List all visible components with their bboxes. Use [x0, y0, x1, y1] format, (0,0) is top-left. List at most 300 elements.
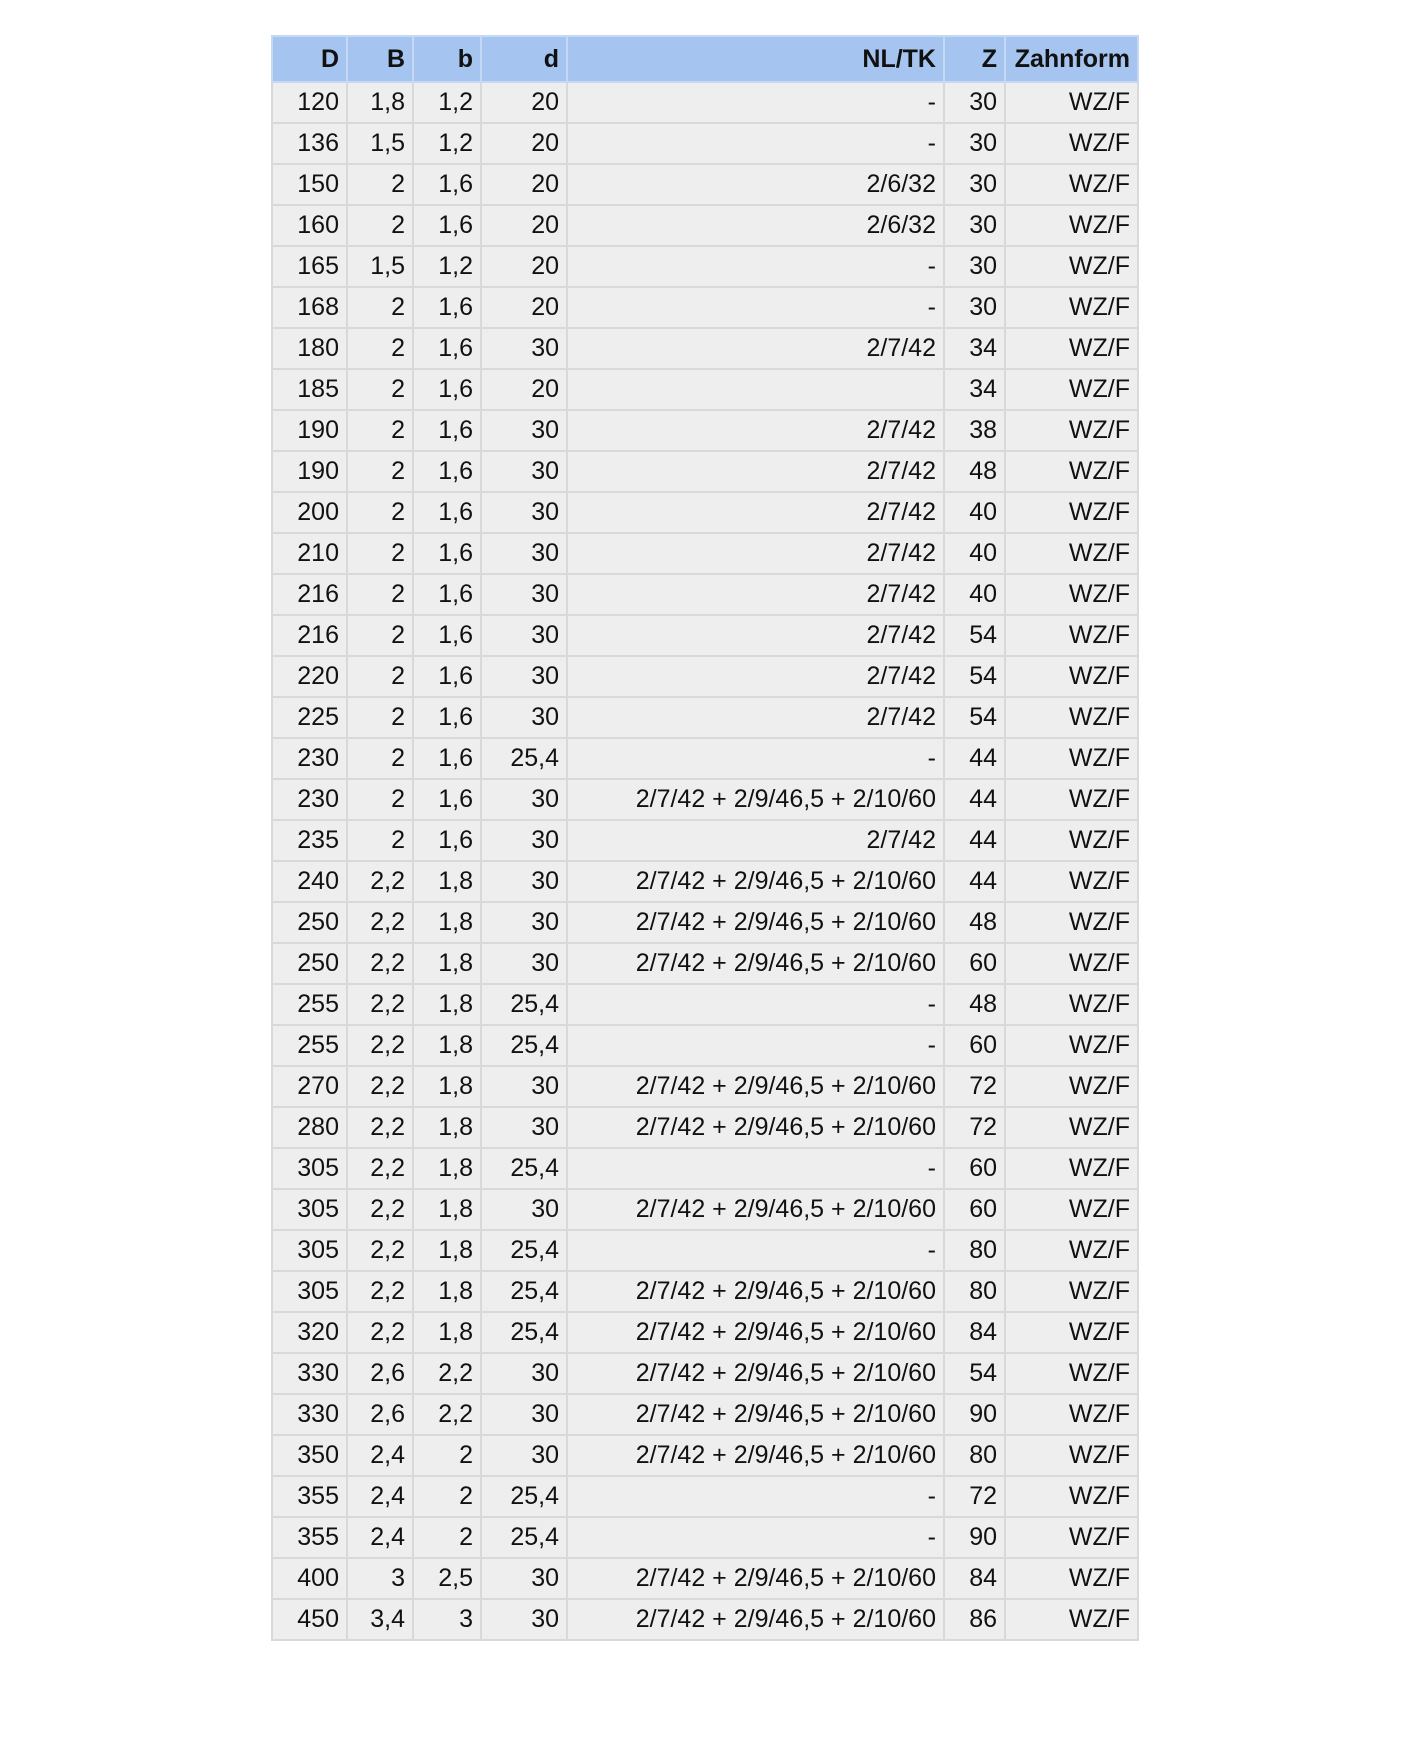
cell-blade-thickness: 2,2 — [413, 1394, 481, 1435]
cell-bore: 30 — [481, 1558, 567, 1599]
cell-tooth-form: WZ/F — [1005, 1394, 1138, 1435]
cell-bore: 25,4 — [481, 1476, 567, 1517]
cell-tooth-form: WZ/F — [1005, 738, 1138, 779]
cell-tooth-form: WZ/F — [1005, 615, 1138, 656]
cell-tooth-form: WZ/F — [1005, 1107, 1138, 1148]
cell-tooth-count: 60 — [944, 1148, 1005, 1189]
cell-tooth-form: WZ/F — [1005, 369, 1138, 410]
cell-cut-width: 2,2 — [347, 902, 413, 943]
cell-pin-holes: 2/7/42 — [567, 451, 944, 492]
cell-tooth-form: WZ/F — [1005, 82, 1138, 123]
cell-tooth-form: WZ/F — [1005, 451, 1138, 492]
table-row — [272, 287, 1138, 328]
cell-cut-width: 2 — [347, 287, 413, 328]
table-row — [272, 1558, 1138, 1599]
cell-tooth-count: 54 — [944, 697, 1005, 738]
cell-pin-holes: - — [567, 1230, 944, 1271]
cell-blade-thickness: 1,6 — [413, 738, 481, 779]
cell-cut-width: 2,2 — [347, 1148, 413, 1189]
table-row — [272, 738, 1138, 779]
cell-pin-holes: - — [567, 123, 944, 164]
cell-bore: 30 — [481, 779, 567, 820]
cell-tooth-form: WZ/F — [1005, 1312, 1138, 1353]
cell-pin-holes: 2/7/42 — [567, 328, 944, 369]
cell-diameter: 136 — [272, 123, 347, 164]
cell-pin-holes: 2/7/42 + 2/9/46,5 + 2/10/60 — [567, 1271, 944, 1312]
cell-tooth-form: WZ/F — [1005, 902, 1138, 943]
cell-bore: 30 — [481, 533, 567, 574]
cell-cut-width: 2 — [347, 697, 413, 738]
cell-pin-holes: 2/7/42 + 2/9/46,5 + 2/10/60 — [567, 1312, 944, 1353]
cell-diameter: 180 — [272, 328, 347, 369]
cell-bore: 30 — [481, 943, 567, 984]
table-row — [272, 123, 1138, 164]
cell-tooth-count: 86 — [944, 1599, 1005, 1640]
cell-cut-width: 3,4 — [347, 1599, 413, 1640]
cell-blade-thickness: 1,6 — [413, 615, 481, 656]
cell-blade-thickness: 1,6 — [413, 410, 481, 451]
cell-tooth-count: 30 — [944, 82, 1005, 123]
cell-blade-thickness: 1,2 — [413, 82, 481, 123]
cell-tooth-count: 48 — [944, 902, 1005, 943]
cell-diameter: 305 — [272, 1271, 347, 1312]
table-row — [272, 82, 1138, 123]
cell-blade-thickness: 1,6 — [413, 205, 481, 246]
cell-blade-thickness: 1,2 — [413, 246, 481, 287]
cell-pin-holes: 2/7/42 — [567, 697, 944, 738]
cell-pin-holes: 2/7/42 — [567, 410, 944, 451]
cell-bore: 30 — [481, 656, 567, 697]
cell-tooth-form: WZ/F — [1005, 656, 1138, 697]
cell-blade-thickness: 1,8 — [413, 1025, 481, 1066]
cell-bore: 30 — [481, 902, 567, 943]
cell-bore: 20 — [481, 287, 567, 328]
cell-diameter: 216 — [272, 574, 347, 615]
cell-tooth-count: 40 — [944, 533, 1005, 574]
cell-blade-thickness: 1,8 — [413, 984, 481, 1025]
cell-diameter: 200 — [272, 492, 347, 533]
cell-tooth-form: WZ/F — [1005, 820, 1138, 861]
cell-cut-width: 2 — [347, 820, 413, 861]
cell-bore: 30 — [481, 492, 567, 533]
cell-blade-thickness: 1,2 — [413, 123, 481, 164]
cell-tooth-form: WZ/F — [1005, 1353, 1138, 1394]
cell-cut-width: 2,4 — [347, 1476, 413, 1517]
cell-cut-width: 2 — [347, 738, 413, 779]
cell-blade-thickness: 1,6 — [413, 697, 481, 738]
cell-pin-holes: 2/7/42 + 2/9/46,5 + 2/10/60 — [567, 1189, 944, 1230]
header-tooth-form: Zahnform — [1005, 36, 1138, 82]
cell-cut-width: 2,2 — [347, 861, 413, 902]
cell-cut-width: 2,4 — [347, 1517, 413, 1558]
cell-bore: 25,4 — [481, 1517, 567, 1558]
table-row — [272, 1476, 1138, 1517]
cell-tooth-count: 54 — [944, 656, 1005, 697]
header-cut-width: B — [347, 36, 413, 82]
cell-diameter: 250 — [272, 943, 347, 984]
cell-pin-holes: - — [567, 984, 944, 1025]
cell-diameter: 250 — [272, 902, 347, 943]
cell-tooth-form: WZ/F — [1005, 123, 1138, 164]
cell-diameter: 225 — [272, 697, 347, 738]
cell-tooth-count: 90 — [944, 1394, 1005, 1435]
cell-diameter: 355 — [272, 1517, 347, 1558]
cell-tooth-count: 44 — [944, 779, 1005, 820]
cell-tooth-count: 72 — [944, 1107, 1005, 1148]
header-tooth-count: Z — [944, 36, 1005, 82]
cell-diameter: 255 — [272, 984, 347, 1025]
table-row — [272, 1148, 1138, 1189]
table-row — [272, 697, 1138, 738]
cell-tooth-count: 30 — [944, 164, 1005, 205]
cell-pin-holes: - — [567, 738, 944, 779]
cell-blade-thickness: 1,6 — [413, 779, 481, 820]
cell-diameter: 230 — [272, 779, 347, 820]
cell-tooth-form: WZ/F — [1005, 1517, 1138, 1558]
cell-pin-holes: 2/7/42 — [567, 492, 944, 533]
saw-blade-table-container — [271, 35, 1139, 1641]
cell-bore: 25,4 — [481, 1148, 567, 1189]
cell-tooth-count: 72 — [944, 1476, 1005, 1517]
cell-tooth-count: 30 — [944, 246, 1005, 287]
cell-diameter: 240 — [272, 861, 347, 902]
cell-tooth-form: WZ/F — [1005, 779, 1138, 820]
cell-tooth-count: 30 — [944, 123, 1005, 164]
cell-pin-holes: - — [567, 82, 944, 123]
cell-tooth-count: 34 — [944, 369, 1005, 410]
cell-blade-thickness: 2,2 — [413, 1353, 481, 1394]
cell-tooth-form: WZ/F — [1005, 1025, 1138, 1066]
cell-pin-holes: 2/7/42 — [567, 656, 944, 697]
cell-blade-thickness: 1,8 — [413, 902, 481, 943]
cell-tooth-form: WZ/F — [1005, 246, 1138, 287]
table-row — [272, 410, 1138, 451]
cell-cut-width: 2,2 — [347, 1107, 413, 1148]
cell-cut-width: 1,5 — [347, 123, 413, 164]
cell-cut-width: 1,5 — [347, 246, 413, 287]
cell-cut-width: 2,2 — [347, 1066, 413, 1107]
cell-blade-thickness: 1,6 — [413, 287, 481, 328]
cell-blade-thickness: 1,8 — [413, 1312, 481, 1353]
cell-cut-width: 2 — [347, 164, 413, 205]
cell-bore: 30 — [481, 615, 567, 656]
cell-bore: 30 — [481, 574, 567, 615]
cell-bore: 30 — [481, 1353, 567, 1394]
cell-cut-width: 2,6 — [347, 1394, 413, 1435]
cell-blade-thickness: 1,6 — [413, 451, 481, 492]
cell-bore: 20 — [481, 369, 567, 410]
cell-bore: 20 — [481, 205, 567, 246]
cell-tooth-form: WZ/F — [1005, 861, 1138, 902]
cell-cut-width: 3 — [347, 1558, 413, 1599]
cell-tooth-count: 90 — [944, 1517, 1005, 1558]
cell-tooth-form: WZ/F — [1005, 328, 1138, 369]
table-row — [272, 533, 1138, 574]
cell-blade-thickness: 2 — [413, 1517, 481, 1558]
cell-pin-holes: 2/7/42 + 2/9/46,5 + 2/10/60 — [567, 1435, 944, 1476]
table-row — [272, 246, 1138, 287]
cell-diameter: 450 — [272, 1599, 347, 1640]
table-header — [272, 36, 1138, 82]
cell-pin-holes: 2/7/42 + 2/9/46,5 + 2/10/60 — [567, 902, 944, 943]
cell-pin-holes: - — [567, 1148, 944, 1189]
cell-cut-width: 2 — [347, 451, 413, 492]
cell-cut-width: 2 — [347, 615, 413, 656]
table-row — [272, 1517, 1138, 1558]
cell-cut-width: 2,2 — [347, 1189, 413, 1230]
cell-bore: 30 — [481, 1394, 567, 1435]
cell-tooth-count: 60 — [944, 943, 1005, 984]
header-bore: d — [481, 36, 567, 82]
cell-bore: 25,4 — [481, 1230, 567, 1271]
cell-tooth-count: 84 — [944, 1312, 1005, 1353]
cell-cut-width: 2,4 — [347, 1435, 413, 1476]
cell-bore: 25,4 — [481, 738, 567, 779]
cell-diameter: 190 — [272, 410, 347, 451]
cell-blade-thickness: 1,8 — [413, 943, 481, 984]
table-row — [272, 779, 1138, 820]
cell-diameter: 305 — [272, 1148, 347, 1189]
cell-cut-width: 2 — [347, 328, 413, 369]
cell-tooth-form: WZ/F — [1005, 943, 1138, 984]
table-row — [272, 1353, 1138, 1394]
cell-tooth-form: WZ/F — [1005, 697, 1138, 738]
table-row — [272, 1107, 1138, 1148]
cell-bore: 30 — [481, 820, 567, 861]
cell-cut-width: 2,2 — [347, 943, 413, 984]
cell-blade-thickness: 1,6 — [413, 820, 481, 861]
cell-pin-holes: 2/7/42 — [567, 533, 944, 574]
cell-pin-holes: 2/7/42 + 2/9/46,5 + 2/10/60 — [567, 861, 944, 902]
cell-cut-width: 2,2 — [347, 1312, 413, 1353]
cell-tooth-form: WZ/F — [1005, 984, 1138, 1025]
cell-cut-width: 2,2 — [347, 1025, 413, 1066]
cell-bore: 30 — [481, 328, 567, 369]
cell-blade-thickness: 1,8 — [413, 1148, 481, 1189]
cell-cut-width: 2,6 — [347, 1353, 413, 1394]
cell-bore: 30 — [481, 451, 567, 492]
cell-tooth-count: 84 — [944, 1558, 1005, 1599]
cell-blade-thickness: 1,6 — [413, 533, 481, 574]
cell-tooth-form: WZ/F — [1005, 492, 1138, 533]
cell-tooth-form: WZ/F — [1005, 1599, 1138, 1640]
cell-blade-thickness: 2 — [413, 1476, 481, 1517]
table-row — [272, 1271, 1138, 1312]
cell-blade-thickness: 1,8 — [413, 1066, 481, 1107]
cell-tooth-count: 80 — [944, 1271, 1005, 1312]
table-row — [272, 1312, 1138, 1353]
cell-diameter: 280 — [272, 1107, 347, 1148]
cell-tooth-count: 30 — [944, 287, 1005, 328]
cell-blade-thickness: 3 — [413, 1599, 481, 1640]
cell-bore: 20 — [481, 123, 567, 164]
cell-blade-thickness: 2 — [413, 1435, 481, 1476]
cell-blade-thickness: 1,6 — [413, 369, 481, 410]
cell-blade-thickness: 1,8 — [413, 1189, 481, 1230]
header-pin-holes: NL/TK — [567, 36, 944, 82]
cell-blade-thickness: 1,6 — [413, 656, 481, 697]
cell-blade-thickness: 1,8 — [413, 1107, 481, 1148]
cell-blade-thickness: 1,6 — [413, 492, 481, 533]
cell-pin-holes — [567, 369, 944, 410]
cell-tooth-count: 38 — [944, 410, 1005, 451]
cell-pin-holes: 2/7/42 + 2/9/46,5 + 2/10/60 — [567, 1107, 944, 1148]
table-row — [272, 861, 1138, 902]
cell-pin-holes: 2/7/42 — [567, 574, 944, 615]
cell-bore: 20 — [481, 164, 567, 205]
cell-blade-thickness: 1,6 — [413, 574, 481, 615]
cell-pin-holes: 2/6/32 — [567, 205, 944, 246]
table-row — [272, 492, 1138, 533]
header-blade-thickness: b — [413, 36, 481, 82]
table-row — [272, 943, 1138, 984]
cell-tooth-count: 60 — [944, 1189, 1005, 1230]
cell-tooth-form: WZ/F — [1005, 1148, 1138, 1189]
cell-bore: 30 — [481, 1107, 567, 1148]
table-row — [272, 164, 1138, 205]
table-body — [272, 82, 1138, 1640]
table-row — [272, 615, 1138, 656]
cell-tooth-form: WZ/F — [1005, 1435, 1138, 1476]
cell-diameter: 355 — [272, 1476, 347, 1517]
cell-diameter: 320 — [272, 1312, 347, 1353]
cell-pin-holes: 2/7/42 + 2/9/46,5 + 2/10/60 — [567, 1066, 944, 1107]
cell-diameter: 165 — [272, 246, 347, 287]
cell-diameter: 350 — [272, 1435, 347, 1476]
table-row — [272, 902, 1138, 943]
cell-tooth-count: 44 — [944, 738, 1005, 779]
cell-tooth-form: WZ/F — [1005, 1189, 1138, 1230]
table-row — [272, 1025, 1138, 1066]
cell-pin-holes: - — [567, 1517, 944, 1558]
cell-tooth-form: WZ/F — [1005, 574, 1138, 615]
table-row — [272, 574, 1138, 615]
cell-cut-width: 2,2 — [347, 1230, 413, 1271]
cell-cut-width: 2 — [347, 779, 413, 820]
cell-tooth-count: 54 — [944, 1353, 1005, 1394]
cell-tooth-count: 48 — [944, 984, 1005, 1025]
cell-diameter: 235 — [272, 820, 347, 861]
cell-tooth-form: WZ/F — [1005, 410, 1138, 451]
cell-cut-width: 2 — [347, 574, 413, 615]
cell-pin-holes: 2/6/32 — [567, 164, 944, 205]
cell-tooth-count: 34 — [944, 328, 1005, 369]
cell-bore: 20 — [481, 246, 567, 287]
cell-tooth-count: 60 — [944, 1025, 1005, 1066]
cell-pin-holes: 2/7/42 + 2/9/46,5 + 2/10/60 — [567, 779, 944, 820]
saw-blade-table — [271, 35, 1139, 1641]
table-row — [272, 451, 1138, 492]
cell-cut-width: 2 — [347, 369, 413, 410]
cell-tooth-form: WZ/F — [1005, 1271, 1138, 1312]
cell-diameter: 216 — [272, 615, 347, 656]
cell-bore: 30 — [481, 861, 567, 902]
cell-tooth-form: WZ/F — [1005, 205, 1138, 246]
cell-diameter: 305 — [272, 1189, 347, 1230]
table-row — [272, 328, 1138, 369]
table-row — [272, 984, 1138, 1025]
table-row — [272, 205, 1138, 246]
cell-tooth-form: WZ/F — [1005, 1066, 1138, 1107]
cell-pin-holes: 2/7/42 + 2/9/46,5 + 2/10/60 — [567, 1558, 944, 1599]
cell-tooth-count: 80 — [944, 1435, 1005, 1476]
cell-bore: 30 — [481, 1435, 567, 1476]
cell-cut-width: 2 — [347, 492, 413, 533]
header-row — [272, 36, 1138, 82]
cell-diameter: 230 — [272, 738, 347, 779]
table-row — [272, 820, 1138, 861]
cell-pin-holes: - — [567, 1025, 944, 1066]
cell-pin-holes: 2/7/42 + 2/9/46,5 + 2/10/60 — [567, 943, 944, 984]
cell-bore: 30 — [481, 1599, 567, 1640]
cell-diameter: 270 — [272, 1066, 347, 1107]
cell-pin-holes: - — [567, 246, 944, 287]
table-row — [272, 1189, 1138, 1230]
cell-pin-holes: 2/7/42 + 2/9/46,5 + 2/10/60 — [567, 1394, 944, 1435]
cell-diameter: 120 — [272, 82, 347, 123]
cell-blade-thickness: 2,5 — [413, 1558, 481, 1599]
table-row — [272, 1066, 1138, 1107]
cell-pin-holes: 2/7/42 + 2/9/46,5 + 2/10/60 — [567, 1599, 944, 1640]
cell-pin-holes: 2/7/42 — [567, 615, 944, 656]
cell-tooth-count: 30 — [944, 205, 1005, 246]
cell-cut-width: 2,2 — [347, 984, 413, 1025]
cell-blade-thickness: 1,6 — [413, 164, 481, 205]
cell-diameter: 185 — [272, 369, 347, 410]
cell-blade-thickness: 1,8 — [413, 1271, 481, 1312]
cell-tooth-form: WZ/F — [1005, 1476, 1138, 1517]
cell-tooth-count: 40 — [944, 492, 1005, 533]
cell-diameter: 400 — [272, 1558, 347, 1599]
cell-diameter: 168 — [272, 287, 347, 328]
cell-pin-holes: 2/7/42 — [567, 820, 944, 861]
cell-bore: 30 — [481, 1066, 567, 1107]
cell-tooth-form: WZ/F — [1005, 533, 1138, 574]
table-row — [272, 369, 1138, 410]
cell-cut-width: 2 — [347, 205, 413, 246]
cell-pin-holes: 2/7/42 + 2/9/46,5 + 2/10/60 — [567, 1353, 944, 1394]
cell-diameter: 160 — [272, 205, 347, 246]
cell-bore: 20 — [481, 82, 567, 123]
cell-diameter: 330 — [272, 1394, 347, 1435]
cell-tooth-count: 80 — [944, 1230, 1005, 1271]
cell-tooth-form: WZ/F — [1005, 1230, 1138, 1271]
cell-tooth-form: WZ/F — [1005, 1558, 1138, 1599]
cell-tooth-count: 54 — [944, 615, 1005, 656]
header-diameter: D — [272, 36, 347, 82]
cell-tooth-count: 44 — [944, 861, 1005, 902]
cell-tooth-form: WZ/F — [1005, 164, 1138, 205]
table-row — [272, 1230, 1138, 1271]
table-row — [272, 656, 1138, 697]
table-row — [272, 1435, 1138, 1476]
cell-bore: 25,4 — [481, 984, 567, 1025]
cell-tooth-count: 40 — [944, 574, 1005, 615]
cell-cut-width: 2 — [347, 533, 413, 574]
cell-cut-width: 2 — [347, 656, 413, 697]
table-row — [272, 1599, 1138, 1640]
cell-pin-holes: - — [567, 1476, 944, 1517]
cell-bore: 25,4 — [481, 1271, 567, 1312]
cell-blade-thickness: 1,8 — [413, 861, 481, 902]
cell-tooth-count: 72 — [944, 1066, 1005, 1107]
cell-tooth-count: 48 — [944, 451, 1005, 492]
cell-tooth-form: WZ/F — [1005, 287, 1138, 328]
cell-bore: 25,4 — [481, 1312, 567, 1353]
cell-bore: 30 — [481, 410, 567, 451]
table-row — [272, 1394, 1138, 1435]
cell-diameter: 150 — [272, 164, 347, 205]
